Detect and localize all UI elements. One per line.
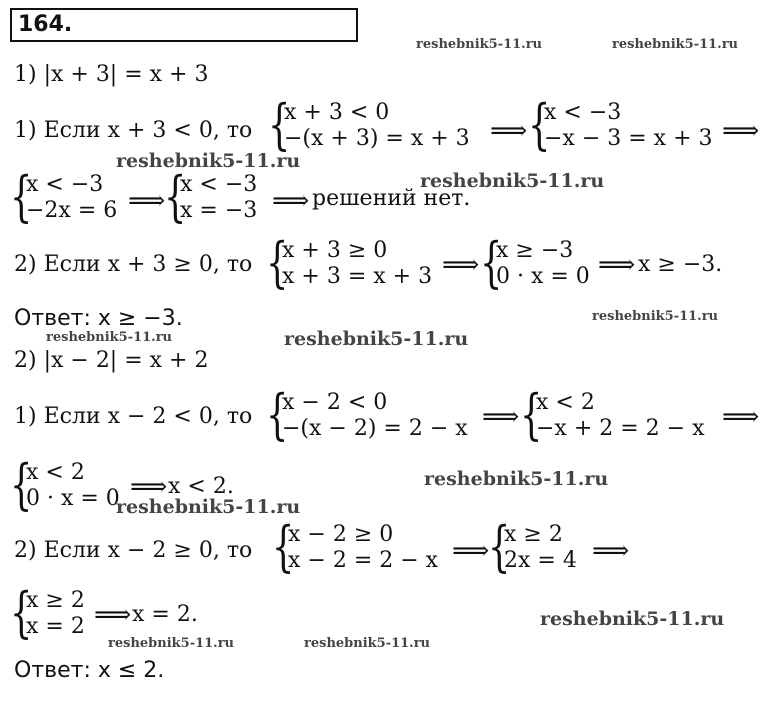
system-line: 0 · x = 0: [496, 264, 590, 289]
case-2-intro: 2) Если x + 3 ≥ 0, то: [14, 252, 253, 277]
case-2-result: x = 2.: [132, 602, 198, 627]
system-brace: {: [10, 165, 33, 228]
implies-arrow: ⟹: [272, 186, 310, 216]
system-line: x < 2: [536, 390, 595, 415]
watermark: reshebnik5-11.ru: [416, 37, 543, 52]
system-line: x < −3: [544, 100, 622, 125]
implies-arrow: ⟹: [598, 250, 636, 280]
system-3c: [26, 460, 120, 512]
system-brace: {: [10, 453, 33, 516]
system-line: −(x − 2) = 2 − x: [282, 416, 468, 441]
system-1b: [544, 100, 713, 152]
system-brace: {: [272, 515, 295, 578]
system-brace: {: [266, 231, 289, 294]
watermark: reshebnik5-11.ru: [108, 636, 235, 651]
system-line: x < −3: [180, 172, 258, 197]
system-1c: [26, 172, 117, 224]
system-brace: {: [266, 383, 289, 446]
system-line: x = 2: [26, 614, 85, 639]
system-line: x ≥ 2: [504, 522, 563, 547]
system-4c: [26, 588, 85, 640]
system-line: x + 3 < 0: [284, 100, 390, 125]
no-solutions-text: решений нет.: [312, 186, 471, 211]
system-line: x − 2 = 2 − x: [288, 548, 439, 573]
implies-arrow: ⟹: [722, 402, 760, 432]
answer-1: Ответ: x ≥ −3.: [14, 306, 183, 331]
system-4a: [288, 522, 438, 574]
system-line: 2x = 4: [504, 548, 577, 573]
system-1a: [284, 100, 470, 152]
system-brace: {: [528, 93, 551, 156]
system-line: x ≥ −3: [496, 238, 574, 263]
system-1d: [180, 172, 257, 224]
case-1-intro: 1) Если x + 3 < 0, то: [14, 118, 253, 143]
implies-arrow: ⟹: [130, 472, 168, 502]
case-2-intro: 2) Если x − 2 ≥ 0, то: [14, 538, 253, 563]
case-1-result: x < 2.: [168, 474, 234, 499]
answer-2: Ответ: x ≤ 2.: [14, 658, 165, 683]
system-line: x − 2 ≥ 0: [288, 522, 394, 547]
system-2b: [496, 238, 590, 290]
watermark: reshebnik5-11.ru: [592, 309, 719, 324]
system-4b: [504, 522, 577, 574]
task-number: 164.: [18, 12, 73, 37]
system-3b: [536, 390, 705, 442]
system-brace: {: [10, 581, 33, 644]
system-line: x < −3: [26, 172, 104, 197]
system-brace: {: [488, 515, 511, 578]
implies-arrow: ⟹: [128, 186, 166, 216]
system-brace: {: [520, 383, 543, 446]
system-brace: {: [268, 93, 291, 156]
system-line: x < 2: [26, 460, 85, 485]
equation-2: 2) |x − 2| = x + 2: [14, 348, 209, 373]
watermark: reshebnik5-11.ru: [284, 328, 469, 350]
system-line: 0 · x = 0: [26, 486, 120, 511]
system-line: −(x + 3) = x + 3: [284, 126, 470, 151]
watermark: reshebnik5-11.ru: [540, 608, 725, 630]
system-line: −2x = 6: [26, 198, 118, 223]
system-line: x = −3: [180, 198, 258, 223]
implies-arrow: ⟹: [482, 402, 520, 432]
system-2a: [282, 238, 432, 290]
case-2-result: x ≥ −3.: [638, 252, 723, 277]
system-line: x + 3 ≥ 0: [282, 238, 388, 263]
watermark: reshebnik5-11.ru: [612, 37, 739, 52]
system-3a: [282, 390, 468, 442]
implies-arrow: ⟹: [592, 536, 630, 566]
watermark: reshebnik5-11.ru: [304, 636, 431, 651]
watermark: reshebnik5-11.ru: [420, 170, 605, 192]
implies-arrow: ⟹: [94, 600, 132, 630]
implies-arrow: ⟹: [490, 116, 528, 146]
system-brace: {: [480, 231, 503, 294]
case-1-intro: 1) Если x − 2 < 0, то: [14, 404, 253, 429]
watermark: reshebnik5-11.ru: [46, 330, 173, 345]
system-line: −x + 2 = 2 − x: [536, 416, 705, 441]
watermark: reshebnik5-11.ru: [116, 496, 301, 518]
task-header-box: [10, 8, 358, 42]
watermark: reshebnik5-11.ru: [116, 150, 301, 172]
system-line: x ≥ 2: [26, 588, 85, 613]
system-line: −x − 3 = x + 3: [544, 126, 713, 151]
system-brace: {: [164, 165, 187, 228]
implies-arrow: ⟹: [442, 250, 480, 280]
implies-arrow: ⟹: [722, 116, 760, 146]
system-line: x − 2 < 0: [282, 390, 388, 415]
watermark: reshebnik5-11.ru: [424, 468, 609, 490]
system-line: x + 3 = x + 3: [282, 264, 433, 289]
equation-1: 1) |x + 3| = x + 3: [14, 62, 209, 87]
implies-arrow: ⟹: [452, 536, 490, 566]
